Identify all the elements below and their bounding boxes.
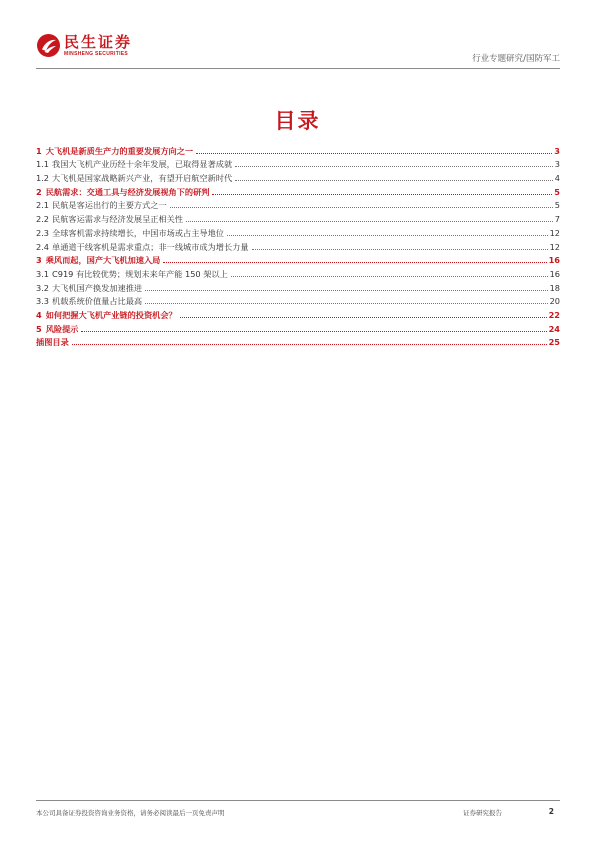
toc-entry[interactable] bbox=[36, 197, 560, 211]
toc-entry-page: 5 bbox=[554, 186, 560, 197]
page-number: 2 bbox=[548, 807, 554, 816]
toc-dot-leader bbox=[227, 235, 548, 236]
toc-entry-title bbox=[36, 228, 224, 238]
page-title: 目录 bbox=[274, 109, 321, 133]
toc-entry[interactable] bbox=[36, 156, 560, 170]
toc-entry[interactable] bbox=[36, 210, 560, 224]
header-divider bbox=[36, 68, 560, 69]
toc-entry-title bbox=[36, 337, 69, 347]
page-header bbox=[36, 33, 560, 69]
toc-entry-label: 插图目录 bbox=[36, 337, 69, 348]
toc-dot-leader bbox=[81, 331, 546, 332]
toc-entry-title bbox=[36, 214, 183, 224]
toc-dot-leader bbox=[180, 317, 547, 318]
toc-entry-title bbox=[36, 173, 232, 183]
toc-dot-leader bbox=[163, 262, 546, 263]
toc-entry-label: C919 有比较优势；规划未来年产能 150 架以上 bbox=[52, 268, 228, 279]
toc-entry-title bbox=[36, 310, 177, 320]
toc-dot-leader bbox=[170, 207, 553, 208]
toc-entry-number: 2.4 bbox=[36, 241, 50, 252]
toc-entry-number: 4 bbox=[36, 309, 42, 320]
toc-entry[interactable] bbox=[36, 142, 560, 156]
toc-dot-leader bbox=[145, 303, 547, 304]
toc-entry-page: 25 bbox=[548, 337, 560, 348]
toc-entry-label: 全球客机需求持续增长，中国市场或占主导地位 bbox=[52, 227, 224, 238]
toc-entry-page: 18 bbox=[549, 282, 560, 293]
toc-entry-label: 我国大飞机产业历经十余年发展，已取得显著成就 bbox=[52, 159, 233, 170]
toc-entry-label: 机载系统价值量占比最高 bbox=[52, 296, 143, 307]
toc-entry-page: 20 bbox=[549, 296, 560, 307]
toc-entry-title bbox=[36, 242, 249, 252]
toc-entry-page: 24 bbox=[548, 323, 560, 334]
toc-entry-title bbox=[36, 187, 209, 197]
toc-entry-page: 16 bbox=[549, 268, 560, 279]
toc-dot-leader bbox=[231, 276, 548, 277]
toc-entry-label: 乘风而起，国产大飞机加速入局 bbox=[45, 255, 161, 266]
toc-entry-title bbox=[36, 324, 78, 334]
toc-entry-number: 5 bbox=[36, 323, 42, 334]
toc-dot-leader bbox=[196, 153, 552, 154]
toc-entry-title bbox=[36, 296, 142, 306]
logo-english-name: MINSHENG SECURITIES bbox=[64, 50, 129, 57]
footer-divider bbox=[36, 800, 560, 801]
toc-entry[interactable] bbox=[36, 334, 560, 348]
toc-entry-number: 1.2 bbox=[36, 173, 50, 184]
toc-dot-leader bbox=[252, 249, 548, 250]
toc-entry-page: 3 bbox=[554, 159, 560, 170]
minsheng-logo-icon bbox=[36, 33, 61, 58]
toc-dot-leader bbox=[186, 221, 553, 222]
toc-entry-number: 3.2 bbox=[36, 282, 50, 293]
toc-entry-page: 12 bbox=[549, 241, 560, 252]
toc-entry-number: 3.1 bbox=[36, 268, 50, 279]
toc-entry-page: 5 bbox=[554, 200, 560, 211]
toc-entry-title bbox=[36, 255, 160, 265]
logo-chinese-name: 民生证券 bbox=[64, 32, 133, 51]
toc-entry-label: 如何把握大飞机产业链的投资机会？ bbox=[45, 309, 177, 320]
toc-entry[interactable] bbox=[36, 224, 560, 238]
toc-entry-page: 22 bbox=[548, 309, 560, 320]
toc-entry-label: 大飞机国产换发加速推进 bbox=[52, 282, 143, 293]
toc-entry-title bbox=[36, 200, 167, 210]
footer-disclaimer: 本公司具备证券投资咨询业务资格，请务必阅读最后一页免责声明 bbox=[36, 809, 225, 817]
footer-report-type: 证券研究报告 bbox=[463, 809, 502, 817]
toc-entry[interactable] bbox=[36, 252, 560, 266]
toc-dot-leader bbox=[72, 344, 547, 345]
toc-entry-page: 12 bbox=[549, 227, 560, 238]
toc-entry-title bbox=[36, 146, 193, 156]
toc-entry-label: 民航是客运出行的主要方式之一 bbox=[52, 200, 167, 211]
toc-entry-label: 民航客运需求与经济发展呈正相关性 bbox=[52, 214, 184, 225]
toc-entry-number: 1.1 bbox=[36, 159, 50, 170]
toc-entry[interactable] bbox=[36, 293, 560, 307]
toc-dot-leader bbox=[235, 166, 553, 167]
toc-entry-title bbox=[36, 283, 142, 293]
toc-entry[interactable] bbox=[36, 279, 560, 293]
toc-entry-label: 单通道干线客机是需求重点；非一线城市成为增长力量 bbox=[52, 241, 249, 252]
toc-entry-label: 民航需求：交通工具与经济发展视角下的研判 bbox=[45, 186, 210, 197]
toc-entry[interactable] bbox=[36, 183, 560, 197]
toc-entry-page: 16 bbox=[548, 255, 560, 266]
toc-entry-label: 风险提示 bbox=[45, 323, 79, 334]
toc-entry-page: 4 bbox=[554, 173, 560, 184]
table-of-contents bbox=[36, 142, 560, 347]
toc-entry[interactable] bbox=[36, 265, 560, 279]
toc-entry[interactable] bbox=[36, 169, 560, 183]
toc-entry-number: 3.3 bbox=[36, 296, 50, 307]
toc-entry-number: 2 bbox=[36, 186, 42, 197]
toc-dot-leader bbox=[145, 290, 547, 291]
toc-entry-number: 2.1 bbox=[36, 200, 50, 211]
toc-entry[interactable] bbox=[36, 238, 560, 252]
report-category: 行业专题研究/国防军工 bbox=[472, 54, 560, 64]
company-logo bbox=[36, 33, 132, 58]
toc-dot-leader bbox=[235, 180, 553, 181]
toc-entry-page: 7 bbox=[554, 214, 560, 225]
toc-dot-leader bbox=[212, 194, 552, 195]
toc-entry-number: 3 bbox=[36, 255, 42, 266]
toc-entry-page: 3 bbox=[554, 145, 560, 156]
toc-entry-label: 大飞机是国家战略新兴产业，有望开启航空新时代 bbox=[52, 173, 233, 184]
toc-entry-number: 2.3 bbox=[36, 227, 50, 238]
toc-entry-label: 大飞机是新质生产力的重要发展方向之一 bbox=[45, 145, 194, 156]
toc-entry-title bbox=[36, 269, 228, 279]
toc-entry-title bbox=[36, 159, 232, 169]
toc-entry-number: 2.2 bbox=[36, 214, 50, 225]
toc-entry[interactable] bbox=[36, 306, 560, 320]
toc-entry-number: 1 bbox=[36, 145, 42, 156]
toc-entry[interactable] bbox=[36, 320, 560, 334]
